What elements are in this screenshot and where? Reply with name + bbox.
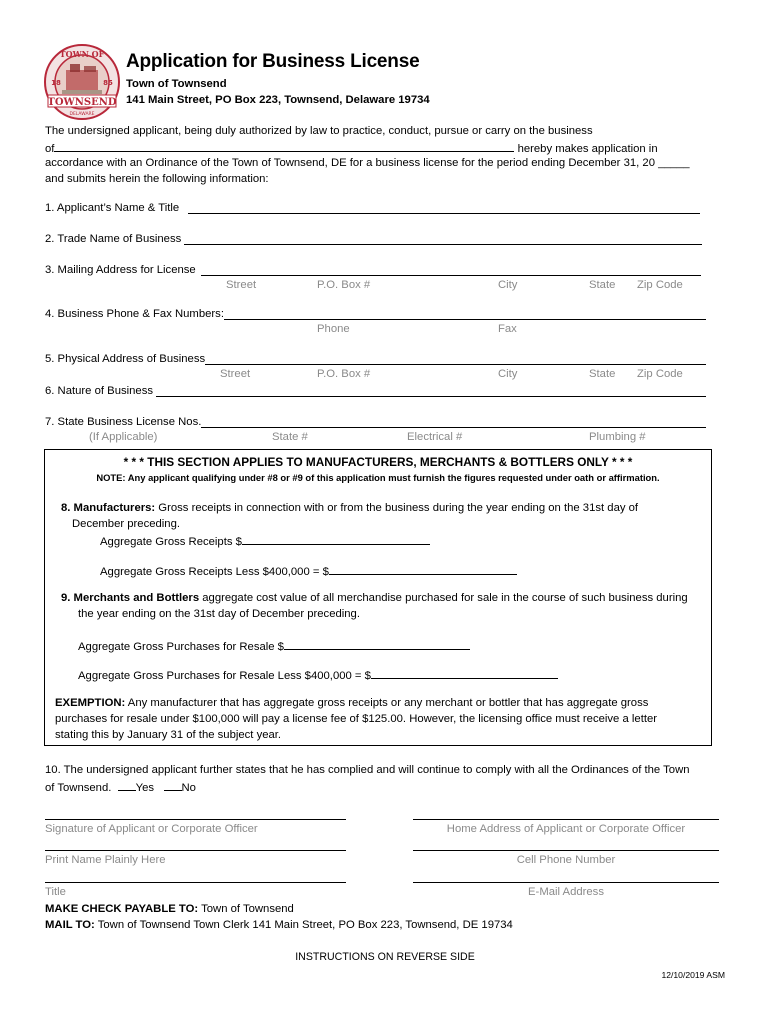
hint-electrical-num: Electrical # [407,431,463,443]
mail-to-value: Town of Townsend Town Clerk 141 Main Street, PO Box 223, Townsend, DE 19734 [94,919,513,931]
no-blank[interactable] [164,779,182,791]
item-8-agg-label: Aggregate Gross Receipts $ [100,536,242,548]
item-10-line-1: 10. The undersigned applicant further states that he has complied and will continue to comply with all the Ordinances of the Town [45,764,690,776]
hint-if-applicable: (If Applicable) [89,431,158,443]
trade-name-field[interactable] [184,244,702,245]
print-name-line[interactable] [45,850,346,851]
town-name: Town of Townsend [126,78,227,90]
item-8-label: 8. Manufacturers: [61,502,156,514]
item-8-agg-less [100,563,517,579]
item-9-label: 9. Merchants and Bottlers [61,592,200,604]
intro-line-1: The undersigned applicant, being duly authorized by law to practice, conduct, pursue or carry on the business [45,125,593,137]
instructions-note: INSTRUCTIONS ON REVERSE SIDE [295,951,475,963]
hint-street: Street [226,279,257,291]
mail-to-line [45,918,513,932]
phone-fax-field[interactable] [224,319,706,320]
home-address-hint: Home Address of Applicant or Corporate Officer [446,823,686,835]
payable-label: MAKE CHECK PAYABLE TO: [45,903,199,915]
title-line[interactable] [45,882,346,883]
nature-of-business-field[interactable] [156,396,706,397]
exemption-line-2: purchases for resale under $100,000 will pay a license fee of $125.00. However, the licensing office must receive a letter [55,713,658,725]
item-9-agg-less [78,667,558,683]
cell-phone-line[interactable] [413,850,719,851]
field-2-label: 2. Trade Name of Business [45,233,182,245]
item-9-agg-label: Aggregate Gross Purchases for Resale $ [78,641,284,653]
item-9-line-2: the year ending on the 31st day of December preceding. [78,608,360,620]
page-title: Application for Business License [126,51,420,72]
field-4-label: 4. Business Phone & Fax Numbers: [45,308,224,320]
hint-fax: Fax [498,323,517,335]
mail-to-label: MAIL TO: [45,919,95,931]
email-hint: E-Mail Address [528,886,604,898]
hint-street-2: Street [220,368,251,380]
hint-plumbing-num: Plumbing # [589,431,646,443]
field-6-label: 6. Nature of Business [45,385,154,397]
field-5-label: 5. Physical Address of Business [45,353,206,365]
gross-receipts-less-field[interactable] [329,563,517,575]
item-9-line-1 [61,591,688,605]
signature-hint: Signature of Applicant or Corporate Officer [45,823,258,835]
signature-line[interactable] [45,819,346,820]
item-9-agg [78,638,470,654]
field-1-label: 1. Applicant’s Name & Title [45,202,180,214]
print-name-hint: Print Name Plainly Here [45,854,166,866]
hint-pobox-2: P.O. Box # [317,368,371,380]
section-heading: * * * THIS SECTION APPLIES TO MANUFACTURERS, MERCHANTS & BOTTLERS ONLY * * * [123,455,633,469]
gross-purchases-less-field[interactable] [371,667,558,679]
date-code: 12/10/2019 ASM [661,970,725,980]
hint-zip-2: Zip Code [637,368,683,380]
email-line[interactable] [413,882,719,883]
seal-text-bottom: TOWNSEND [47,97,117,108]
exemption-line-1 [55,696,648,710]
title-hint: Title [45,886,66,898]
yes-blank[interactable] [118,779,136,791]
intro-suffix: hereby makes application in [517,143,658,155]
item-10-line-2 [45,779,196,795]
seal-year-left: 18 [51,79,61,87]
payable-value: Town of Townsend [198,903,294,915]
state-license-field[interactable] [201,427,706,428]
home-address-line[interactable] [413,819,719,820]
item-8-line-2: December preceding. [72,518,181,530]
mailing-address-field[interactable] [201,275,701,276]
exemption-label: EXEMPTION: [55,697,126,709]
hint-state-num: State # [272,431,308,443]
town-address: 141 Main Street, PO Box 223, Townsend, Delaware 19734 [126,94,430,106]
hint-pobox: P.O. Box # [317,279,371,291]
item-9-text: aggregate cost value of all merchandise purchased for sale in the course of such business during [199,592,688,604]
hint-state: State [589,279,616,291]
exemption-line-3: stating this by January 31 of the subject year. [55,729,282,741]
gross-purchases-field[interactable] [284,638,470,650]
item-8-line-1 [61,501,638,515]
item-8-agg-less-label: Aggregate Gross Receipts Less $400,000 = $ [100,566,329,578]
intro-line-4: and submits herein the following information: [45,173,269,185]
hint-city-2: City [498,368,518,380]
applicant-name-field[interactable] [188,213,700,214]
item-9-agg-less-label: Aggregate Gross Purchases for Resale Less $400,000 = $ [78,670,371,682]
intro-line-3: accordance with an Ordinance of the Town of Townsend, DE for a business license for the period ending December 31, 20 _____ [45,157,690,169]
intro-of: of [45,143,55,155]
cell-phone-hint: Cell Phone Number [516,854,616,866]
seal-year-right: 85 [103,79,113,87]
no-label: No [181,782,196,794]
item-10-prefix: of Townsend. [45,782,112,794]
hint-state-2: State [589,368,616,380]
gross-receipts-field[interactable] [242,533,430,545]
yes-label: Yes [135,782,155,794]
field-3-label: 3. Mailing Address for License [45,264,196,276]
intro-line-2 [45,140,658,156]
hint-city: City [498,279,518,291]
seal-text-top: TOWN OF [59,49,105,59]
hint-zip: Zip Code [637,279,683,291]
exemption-text: Any manufacturer that has aggregate gross receipts or any merchant or bottler that has aggregate gross [125,697,649,709]
business-type-field[interactable] [54,140,514,152]
section-note: NOTE: Any applicant qualifying under #8 or #9 of this application must furnish the figures requested under oath or affirmation. [96,472,660,483]
town-seal-logo [44,44,120,120]
physical-address-field[interactable] [205,364,706,365]
item-8-text: Gross receipts in connection with or from the business during the year ending on the 31st day of [155,502,639,514]
hint-phone: Phone [317,323,350,335]
item-8-agg [100,533,430,549]
field-7-label: 7. State Business License Nos. [45,416,202,428]
payable-line [45,902,294,916]
seal-state: DELAWARE [69,112,95,117]
